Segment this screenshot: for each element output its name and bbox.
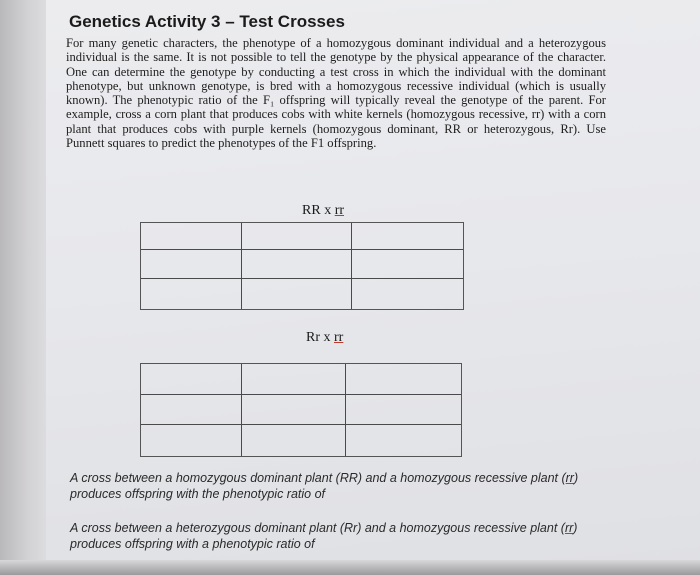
question-1-recessive: rr (565, 471, 574, 485)
cross-1-label (302, 203, 344, 219)
page-title: Genetics Activity 3 – Test Crosses (69, 12, 345, 31)
question-1-suffix: ) produces offspring with the phenotypic ratio of (70, 471, 579, 501)
page-shadow-left (0, 0, 46, 575)
punnett-1-row-line (141, 249, 463, 250)
cross-1-parent2: rr (334, 203, 345, 218)
punnett-2-col-line (241, 364, 242, 456)
cross-1-times: x (324, 203, 332, 218)
question-2 (70, 520, 610, 552)
worksheet-content (66, 12, 606, 150)
cross-1-parent1: RR (302, 203, 321, 218)
punnett-1-col-line (351, 223, 352, 309)
punnett-square-2 (140, 363, 462, 457)
punnett-2-row-line (141, 424, 461, 425)
cross-2-parent2: rr (334, 330, 344, 345)
question-2-prefix: A cross between a heterozygous dominant plant (Rr) and a homozygous recessive plant ( (70, 521, 565, 535)
question-2-suffix: ) produces offspring with a phenotypic ratio of (70, 521, 578, 551)
punnett-1-row-line (141, 278, 463, 279)
punnett-1-col-line (241, 223, 242, 309)
page-shadow-bottom (0, 560, 700, 575)
cross-2-times: x (323, 330, 331, 345)
punnett-2-col-line (345, 364, 346, 456)
intro-paragraph: For many genetic characters, the phenotype of a homozygous dominant individual and a heterozygous individual is the same. It is not possible to tell the genotype by the physical appearance of the character. One can determine the genotype by conducting a test cross in which the individual with the dominant phenotype, but unknown genotype, is bred with a homozygous recessive individual (which is usually known). The phenotypic ratio of the F₁ offspring will typically reveal the genotype of the parent. For example, cross a corn plant that produces cobs with white kernels (homozygous recessive, rr) with a corn plant that produces cobs with purple kernels (homozygous dominant, RR or heterozygous, Rr). Use Punnett squares to predict the phenotypes of the F1 offspring. (66, 36, 606, 151)
question-2-recessive: rr (564, 521, 574, 535)
question-1 (70, 470, 610, 502)
question-1-prefix: A cross between a homozygous dominant plant (RR) and a homozygous recessive plant ( (70, 471, 566, 485)
cross-2-parent1: Rr (306, 330, 320, 345)
punnett-square-1 (140, 222, 464, 310)
punnett-2-row-line (141, 394, 461, 395)
cross-2-label (306, 330, 343, 346)
